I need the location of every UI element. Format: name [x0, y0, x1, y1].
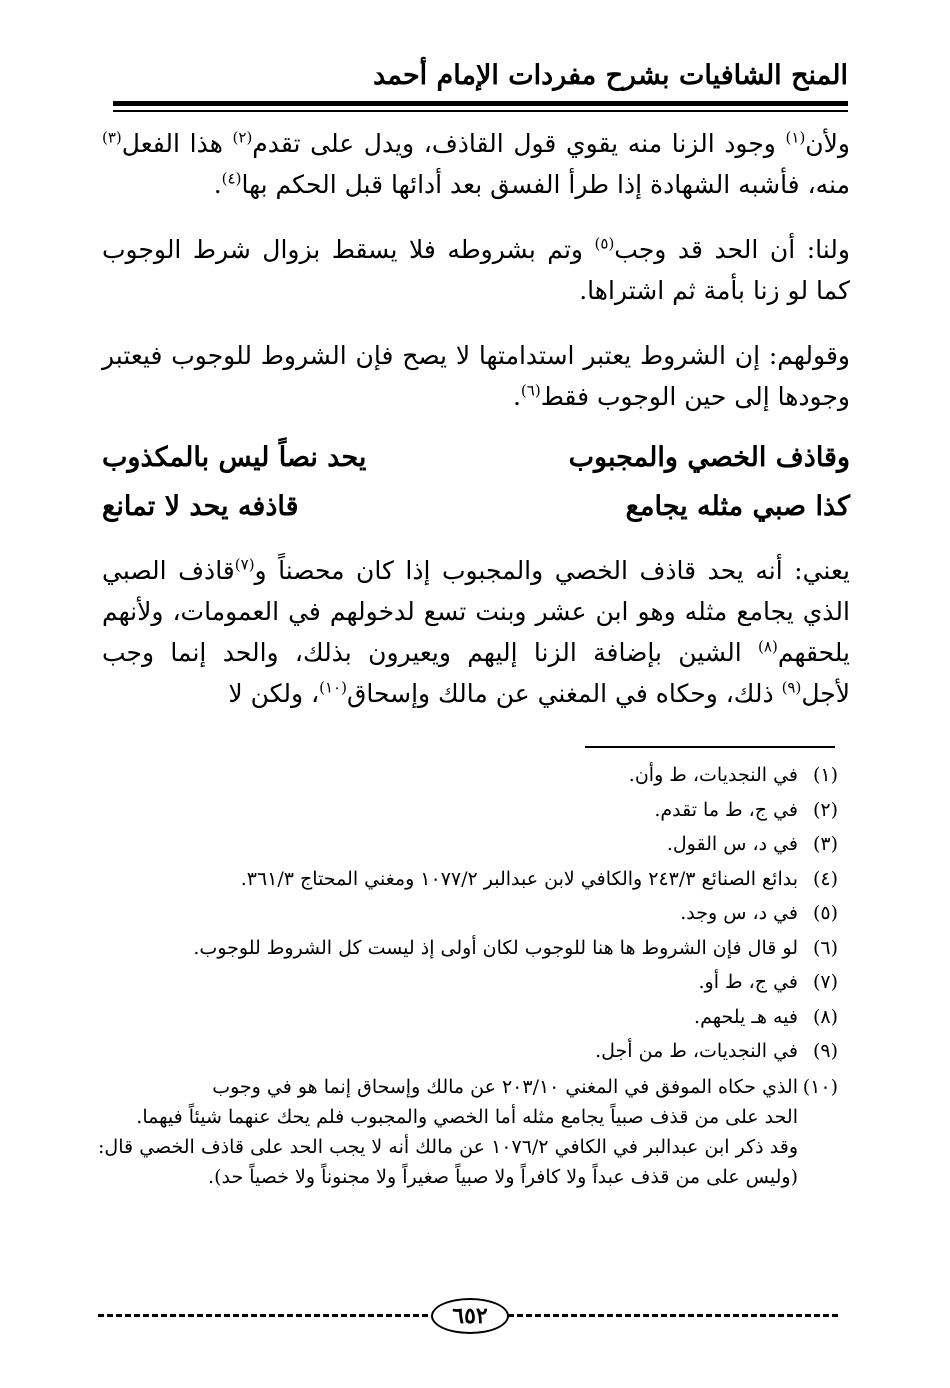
footnote-number: (١٠) — [802, 1076, 838, 1098]
page-footer — [98, 1298, 838, 1334]
footnote-ref-6[interactable]: (٦) — [520, 381, 541, 400]
paragraph-2: ولنا: أن الحد قد وجب$^{(٥)}$ وتم بشروطه فلا يسقط بزوال شرط الوجوب كما لو زنا بأمة ثم اشتراها. — [102, 234, 850, 305]
footnote-item — [98, 896, 838, 931]
footer-dashed-rule — [98, 1314, 428, 1317]
verse-hemistich: كذا صبي مثله يجامع — [625, 491, 850, 522]
footnote-number: (٥) — [812, 902, 838, 924]
footnote-number: (٧) — [812, 971, 838, 993]
footnote-number: (٢) — [812, 798, 838, 821]
footnote-text: في النجديات، ط وأن. — [628, 764, 798, 786]
footnote-item — [98, 827, 838, 862]
verse-hemistich: وقاذف الخصي والمجبوب — [568, 442, 850, 473]
footnote-item — [98, 931, 838, 966]
footnote-ref-3[interactable]: (٣) — [102, 128, 122, 147]
footnote-continuation: الحد على من قذف صبياً يجامع مثله أما الخصي والمجبوب فلم يحك عنهما شيئاً فيهما. — [136, 1106, 798, 1128]
paragraph-3: وقولهم: إن الشروط يعتبر استدامتها لا يصح فإن الشروط للوجوب فيعتبر وجودها إلى حين الوجوب فقط$^{(٦)}$. — [102, 341, 850, 411]
page-number: ٦٥٢ — [431, 1298, 509, 1334]
footnote-separator — [585, 746, 835, 748]
footnote-text: في النجديات، ط من أجل. — [595, 1040, 798, 1062]
verse-hemistich: قاذفه يحد لا تمانع — [102, 491, 299, 522]
footnote-item — [98, 758, 838, 793]
footnote-ref-5[interactable]: (٥) — [594, 234, 615, 253]
footnote-text: في د، س وجد. — [680, 902, 798, 924]
footnote-number: (٩) — [812, 1040, 838, 1062]
footnote-ref-4[interactable]: (٤) — [221, 169, 242, 188]
footnote-text: لو قال فإن الشروط ها هنا للوجوب لكان أولى إذ ليست كل الشروط للوجوب. — [193, 936, 798, 959]
footnote-text: في د، س القول. — [666, 833, 798, 855]
footnote-item — [98, 1000, 838, 1035]
footnote-item — [98, 1034, 838, 1069]
footnote-continuation: وقد ذكر ابن عبدالبر في الكافي ١٠٧٦/٢ عن مالك أنه لا يجب الحد على قاذف الخصي قال: (وليس على من قذف عبداً ولا كافراً ولا صبياً صغيراً ولا مجنوناً ولا خصياً حد). — [98, 1136, 798, 1188]
running-header-title: المنح الشافيات بشرح مفردات الإمام أحمد — [373, 60, 848, 91]
footnote-item — [98, 965, 838, 1000]
footnote-number: (٦) — [812, 936, 838, 959]
header-rule-thick — [113, 101, 848, 106]
verse-hemistich: يحد نصاً ليس بالمكذوب — [102, 442, 367, 473]
footnotes — [98, 758, 838, 1069]
footnote-ref-8[interactable]: (٨) — [758, 637, 778, 656]
footer-dashed-rule — [508, 1314, 838, 1317]
footnote-text: فيه هـ يلحهم. — [694, 1005, 798, 1028]
footnote-ref-1[interactable]: (١) — [785, 128, 806, 147]
footnote-ref-7[interactable]: (٧) — [234, 555, 255, 574]
footnote-number: (٤) — [812, 867, 838, 890]
footnote-10 — [98, 1072, 838, 1192]
verse-line-2 — [102, 486, 850, 528]
footnote-text: في ج، ط ما تقدم. — [654, 798, 798, 821]
footnote-number: (٨) — [812, 1005, 838, 1028]
footnote-text: الذي حكاه الموفق في المغني ٢٠٣/١٠ عن مالك وإسحاق إنما هو في وجوب — [212, 1076, 798, 1098]
verse-line-1 — [102, 437, 850, 479]
header-rule-thin — [113, 110, 848, 112]
paragraph-1: ولأن$^{(١)}$ وجود الزنا منه يقوي قول القاذف، ويدل على تقدم$^{(٢)}$ هذا الفعل$^{(٣)}$ منه، فأشبه الشهادة إذا طرأ الفسق بعد أدائها قبل الحكم بها$^{(٤)}$. — [102, 128, 850, 199]
footnote-text: في ج، ط أو. — [698, 971, 798, 993]
paragraph-4: يعني: أنه يحد قاذف الخصي والمجبوب إذا كان محصناً و$^{(٧)}$قاذف الصبي الذي يجامع مثله وهو ابن عشر وبنت تسع لدخولهم في العمومات، ولأنهم يلحقهم$^{(٨)}$ الشين بإضافة الزنا إليهم ويعيرون بذلك، والحد إنما وجب لأجل$^{(٩)}$ ذلك، وحكاه في المغني عن مالك وإسحاق$^{(١٠)}$، ولكن لا — [102, 555, 850, 708]
footnote-item — [98, 793, 838, 828]
footnote-number: (٣) — [812, 833, 838, 855]
footnote-ref-10[interactable]: (١٠) — [319, 678, 347, 697]
footnote-ref-2[interactable]: (٢) — [232, 128, 253, 147]
footnote-ref-9[interactable]: (٩) — [781, 678, 802, 697]
footnote-text: بدائع الصنائع ٢٤٣/٣ والكافي لابن عبدالبر ١٠٧٧/٢ ومغني المحتاج ٣٦١/٣. — [240, 867, 798, 890]
footnote-number: (١) — [812, 764, 838, 786]
footnote-item — [98, 862, 838, 897]
